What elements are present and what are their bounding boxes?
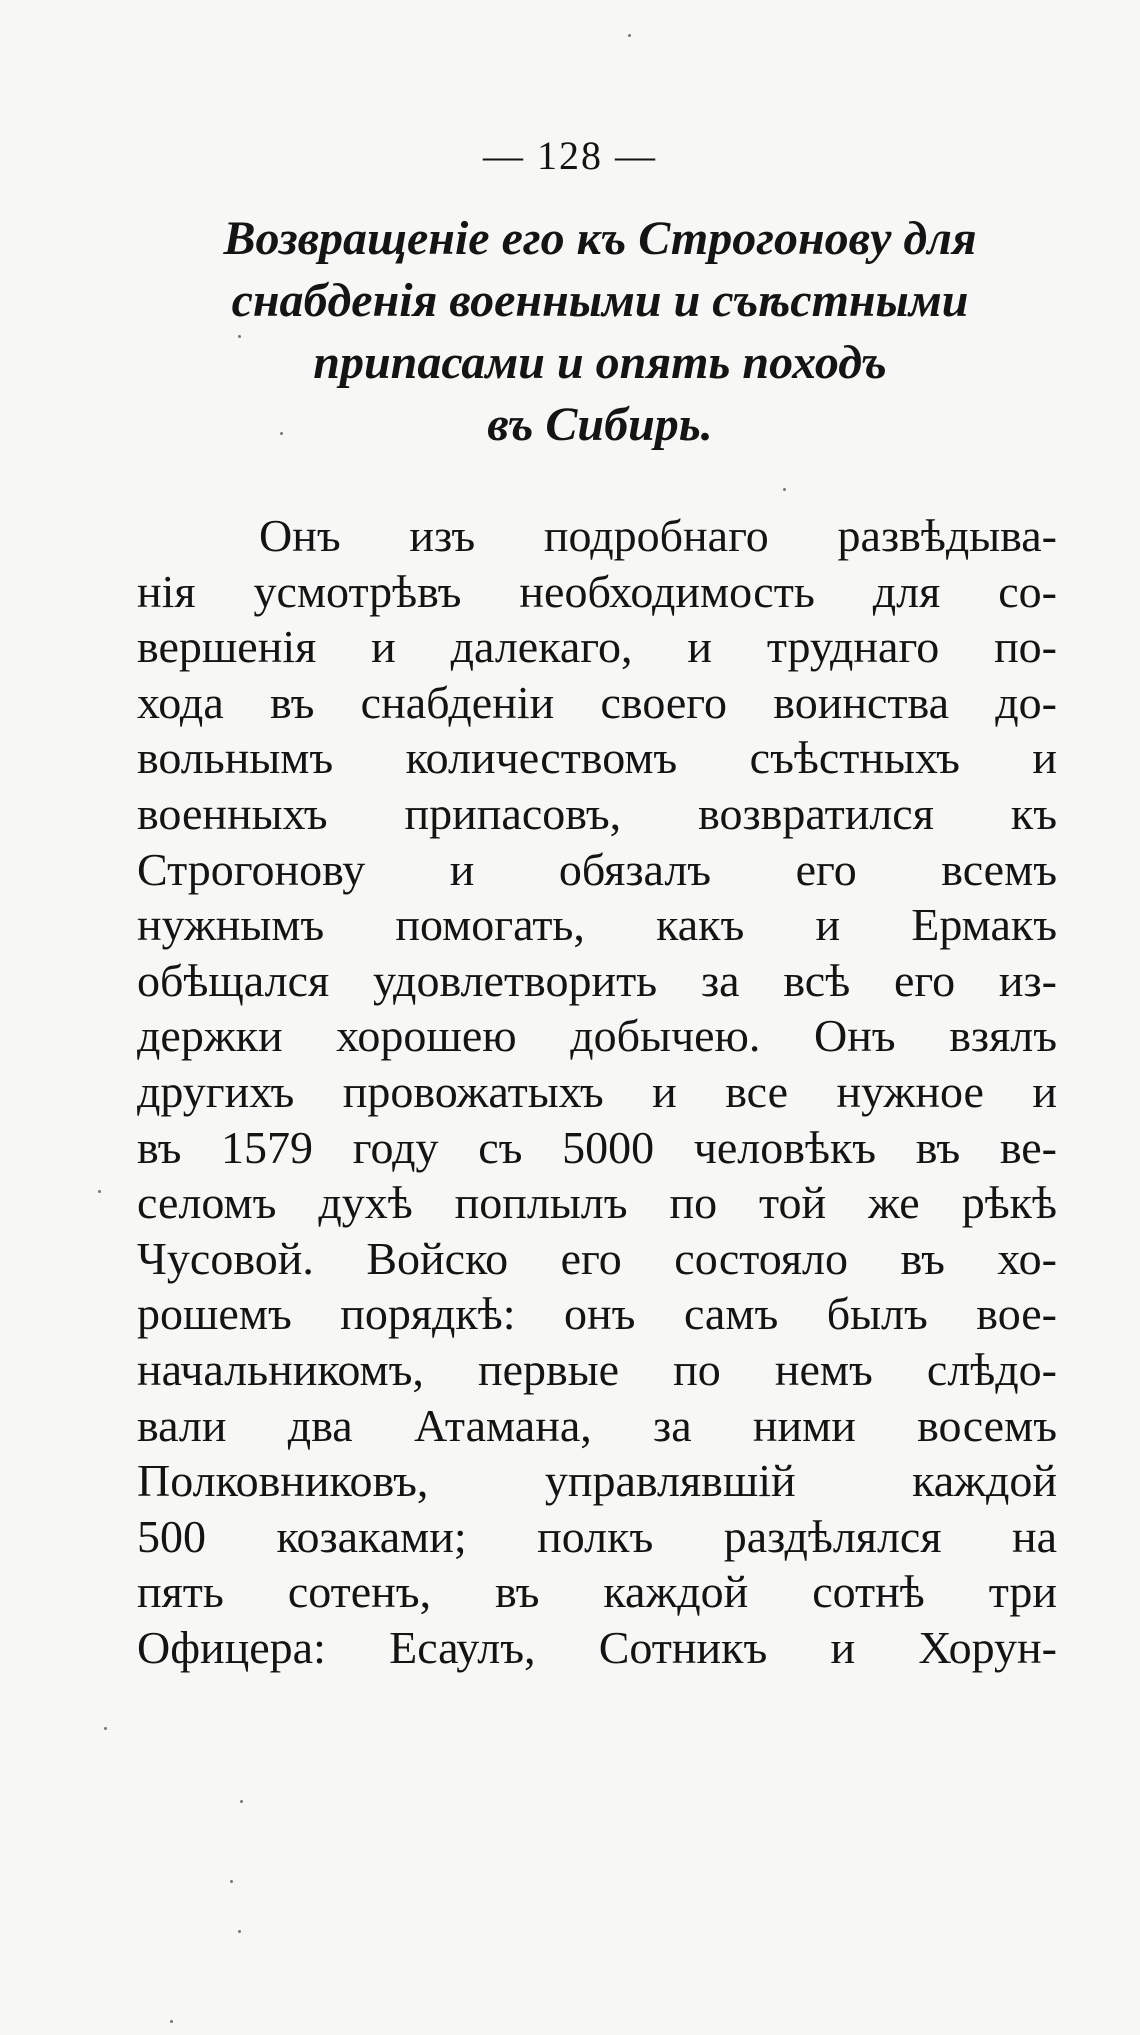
text-line: Чусовой. Войско его состояло въ хо- (137, 1232, 1057, 1284)
heading-line: въ Сибирь. (487, 398, 713, 451)
scan-speck (783, 488, 786, 491)
body-paragraph (137, 508, 1057, 1675)
text-line: Офицера: Есаулъ, Сотникъ и Хорун- (137, 1621, 1057, 1673)
text-line: нія усмотрѣвъ необходимость для со- (137, 565, 1057, 617)
page-number: — 128 — (483, 133, 657, 178)
text-line: военныхъ припасовъ, возвратился къ (137, 787, 1057, 839)
text-line: нужнымъ помогать, какъ и Ермакъ (137, 899, 1057, 951)
text-line: вершенія и далекаго, и труднаго по- (137, 621, 1057, 673)
scan-speck (170, 2020, 173, 2023)
text-line: рошемъ порядкѣ: онъ самъ былъ вое- (137, 1288, 1057, 1340)
scan-speck (280, 432, 283, 435)
text-line: другихъ провожатыхъ и все нужное и (137, 1065, 1057, 1117)
scan-speck (238, 335, 241, 338)
text-line: Онъ изъ подробнаго развѣдыва- (259, 510, 1057, 561)
text-line: Полковниковъ, управлявшій каждой (137, 1455, 1057, 1507)
text-line: пять сотенъ, въ каждой сотнѣ три (137, 1566, 1057, 1618)
scan-speck (238, 1930, 241, 1933)
scan-speck (98, 1190, 101, 1193)
heading-line: припасами и опять походъ (313, 336, 887, 389)
text-line: вали два Атамана, за ними восемъ (137, 1399, 1057, 1451)
text-line: въ 1579 году съ 5000 человѣкъ въ ве- (137, 1121, 1057, 1173)
text-line: начальникомъ, первые по немъ слѣдо- (137, 1343, 1057, 1395)
text-line: Строгонову и обязалъ его всемъ (137, 843, 1057, 895)
scan-speck (230, 1880, 233, 1883)
text-line: 500 козаками; полкъ раздѣлялся на (137, 1510, 1057, 1562)
text-line: хода въ снабденіи своего воинства до- (137, 676, 1057, 728)
heading-line: снабденія военными и съѣстными (231, 274, 969, 327)
heading-line: Возвращеніе его къ Строгонову для (223, 212, 977, 265)
text-line: держки хорошею добычею. Онъ взялъ (137, 1010, 1057, 1062)
chapter-heading (140, 208, 1060, 456)
scan-speck (628, 34, 631, 37)
text-line: селомъ духѣ поплылъ по той же рѣкѣ (137, 1177, 1057, 1229)
text-line: вольнымъ количествомъ съѣстныхъ и (137, 732, 1057, 784)
scan-speck (240, 1800, 243, 1803)
scan-speck (104, 1727, 107, 1730)
text-line: обѣщался удовлетворить за всѣ его из- (137, 954, 1057, 1006)
